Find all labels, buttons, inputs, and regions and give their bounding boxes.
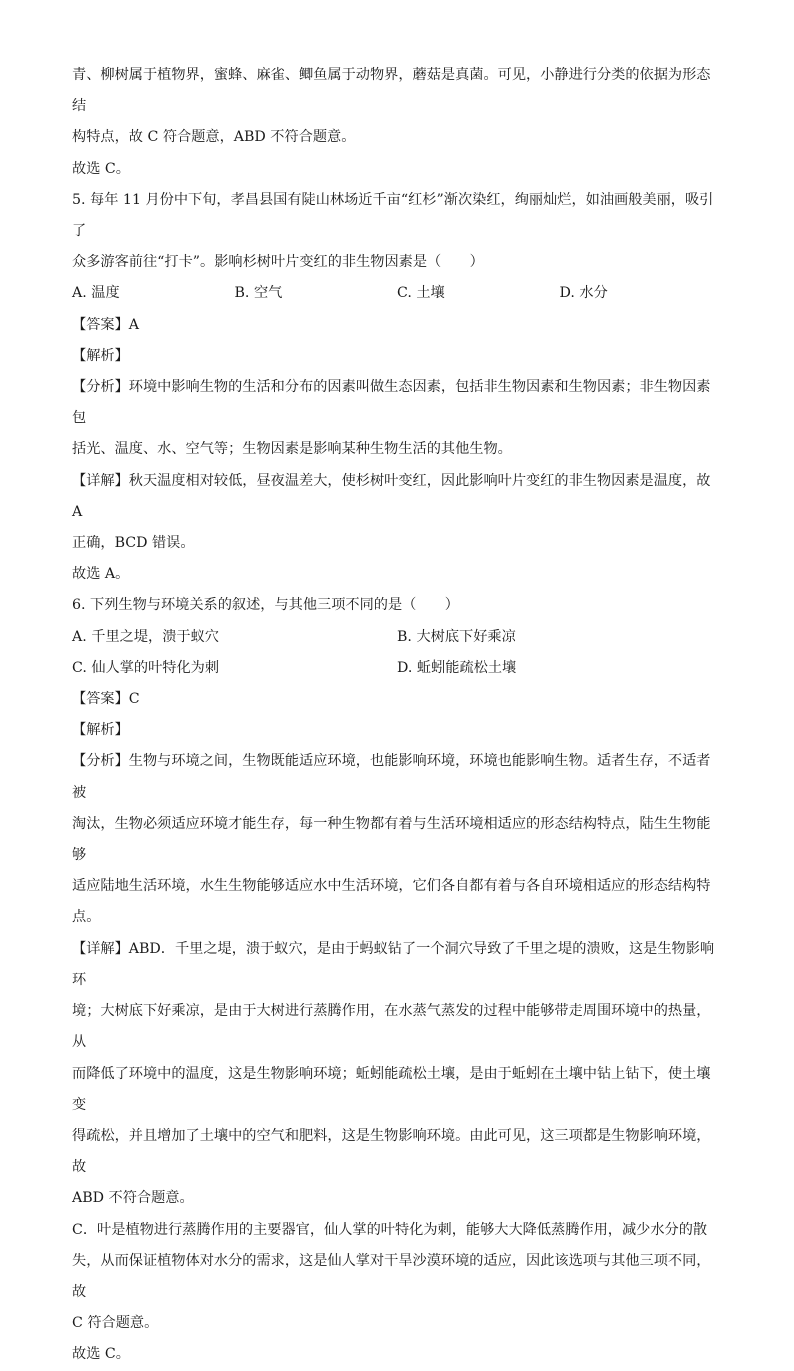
q5-option-b: B. 空气: [234, 285, 283, 302]
q5-answer: 【答案】A: [72, 316, 139, 333]
q6-fenxi-line-1: 【分析】生物与环境之间，生物既能适应环境，也能影响环境，环境也能影响生物。适者生存，不适者被: [72, 753, 711, 801]
q5-option-a: A. 温度: [72, 285, 120, 302]
q6-xiangjie-line-8: C 符合题意。: [72, 1315, 159, 1332]
q6-analysis-title: 【解析】: [72, 722, 129, 739]
q6-option-a: A. 千里之堤，溃于蚁穴: [72, 628, 219, 645]
q5-fenxi-line-2: 括光、温度、水、空气等；生物因素是影响某种生物生活的其他生物。: [72, 441, 512, 458]
q6-fenxi-line-3: 适应陆地生活环境，水生生物能够适应水中生活环境，它们各自都有着与各自环境相适应的形态结构特: [72, 878, 711, 895]
q4-tail-line-2: 构特点，故 C 符合题意，ABD 不符合题意。: [72, 129, 356, 146]
q6-xiangjie-line-2: 境；大树底下好乘凉，是由于大树进行蒸腾作用，在水蒸气蒸发的过程中能够带走周围环境中的热量，从: [72, 1003, 711, 1051]
q6-fenxi-line-4: 点。: [72, 909, 101, 926]
q5-xiangjie-line-1: 【详解】秋天温度相对较低，昼夜温差大，使杉树叶变红，因此影响叶片变红的非生物因素是温度，故 A: [72, 472, 711, 520]
q5-stem-line-2: 众多游客前往“打卡”。影响杉树叶片变红的非生物因素是（ ）: [72, 254, 484, 271]
q5-xiangjie-line-2: 正确，BCD 错误。: [72, 535, 195, 552]
document-page: [72, 60, 722, 1371]
q6-xiangjie-line-6: C．叶是植物进行蒸腾作用的主要器官，仙人掌的叶特化为刺，能够大大降低蒸腾作用，减少水分的散: [72, 1221, 708, 1238]
q4-conclusion: 故选 C。: [72, 160, 130, 177]
q6-option-d: D. 蚯蚓能疏松土壤: [397, 659, 517, 676]
q5-fenxi-line-1: 【分析】环境中影响生物的生活和分布的因素叫做生态因素，包括非生物因素和生物因素；非生物因素包: [72, 379, 711, 427]
q6-options-row-1: [72, 622, 722, 653]
q6-option-b: B. 大树底下好乘凉: [397, 628, 516, 645]
q6-xiangjie-line-3: 而降低了环境中的温度，这是生物影响环境；蚯蚓能疏松土壤，是由于蚯蚓在土壤中钻上钻下，使土壤变: [72, 1065, 711, 1113]
q6-options-row-2: [72, 653, 722, 684]
q4-tail-line-1: 青、柳树属于植物界，蜜蜂、麻雀、鲫鱼属于动物界，蘑菇是真菌。可见，小静进行分类的依据为形态结: [72, 67, 711, 115]
q6-answer: 【答案】C: [72, 691, 140, 708]
q6-stem: 6. 下列生物与环境关系的叙述，与其他三项不同的是（ ）: [72, 597, 459, 614]
q5-option-d: D. 水分: [559, 285, 608, 302]
q6-xiangjie-line-5: ABD 不符合题意。: [72, 1190, 194, 1207]
q5-conclusion: 故选 A。: [72, 566, 130, 583]
q6-option-c: C. 仙人掌的叶特化为刺: [72, 659, 220, 676]
q5-options: [72, 278, 722, 309]
q6-xiangjie-line-4: 得疏松，并且增加了土壤中的空气和肥料，这是生物影响环境。由此可见，这三项都是生物影响环境，故: [72, 1127, 711, 1176]
q5-option-c: C. 土壤: [397, 285, 445, 302]
q6-xiangjie-line-1: 【详解】ABD．千里之堤，溃于蚁穴，是由于蚂蚁钻了一个洞穴导致了千里之堤的溃败，这是生物影响环: [72, 940, 715, 988]
q6-fenxi-line-2: 淘汰，生物必须适应环境才能生存，每一种生物都有着与生活环境相适应的形态结构特点，陆生生物能够: [72, 815, 711, 864]
q5-analysis-title: 【解析】: [72, 347, 129, 364]
q6-xiangjie-line-7: 失，从而保证植物体对水分的需求，这是仙人掌对干旱沙漠环境的适应，因此该选项与其他三项不同，故: [72, 1252, 711, 1300]
q5-stem-line-1: 5. 每年 11 月份中下旬，孝昌县国有陡山林场近千亩“红杉”渐次染红，绚丽灿烂，如油画般美丽，吸引了: [72, 191, 714, 240]
q6-conclusion: 故选 C。: [72, 1346, 130, 1363]
